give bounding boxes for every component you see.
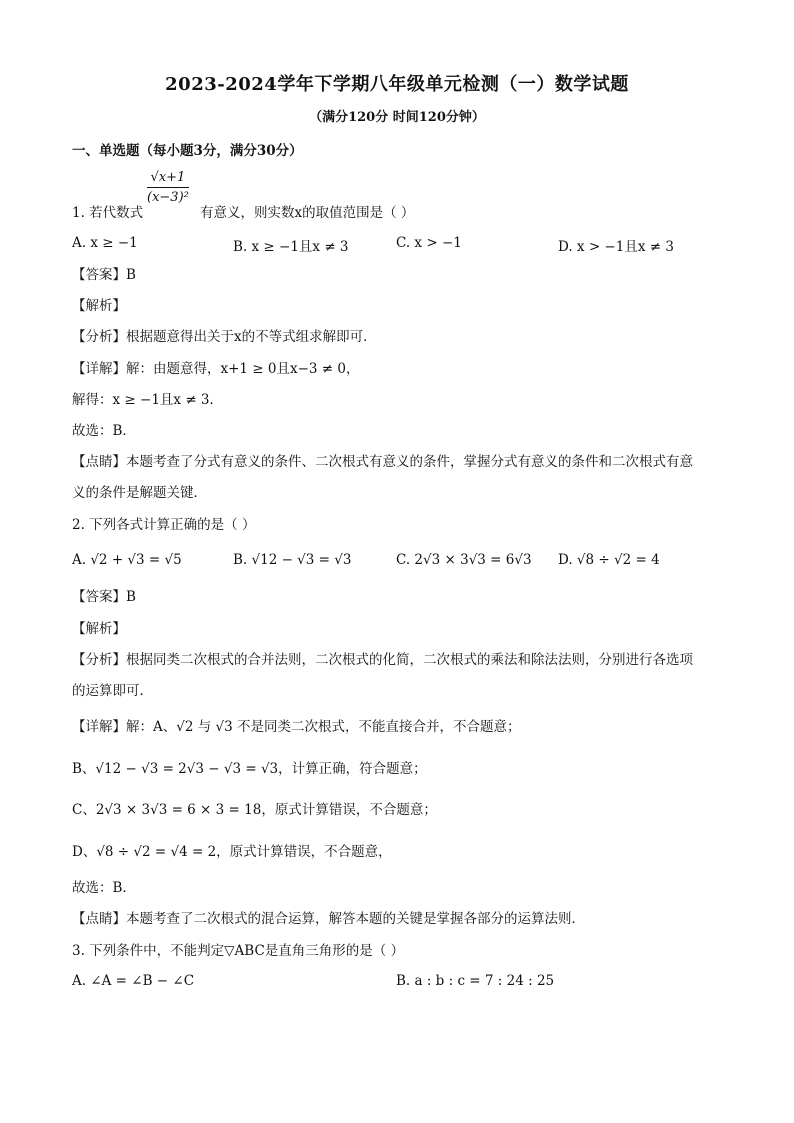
q1-answer: 【答案】B: [72, 267, 136, 283]
q1-dianjing-line2: 义的条件是解题关键．: [72, 485, 207, 501]
q2-stem: 2. 下列各式计算正确的是（ ）: [72, 517, 256, 533]
q1-fraction-numerator: √x+1: [147, 170, 189, 188]
q2-guxuan: 故选：B．: [72, 880, 136, 896]
q2-detail-b: B、√12 − √3 = 2√3 − √3 = √3，计算正确，符合题意；: [72, 761, 427, 777]
q1-option-b: B. x ≥ −1且x ≠ 3: [233, 239, 349, 255]
q1-dianjing-line1: 【点睛】本题考查了分式有意义的条件、二次根式有意义的条件，掌握分式有意义的条件和二次根式有意: [72, 454, 693, 470]
q2-answer: 【答案】B: [72, 589, 136, 605]
q3-stem: 3. 下列条件中，不能判定▽ABC是直角三角形的是（ ）: [72, 943, 405, 959]
q3-option-b: B. a : b : c = 7 : 24 : 25: [396, 973, 555, 989]
q1-analysis-label: 【解析】: [72, 298, 126, 314]
q2-xiangjie: 【详解】解：A、√2 与 √3 不是同类二次根式，不能直接合并，不合题意；: [72, 719, 521, 735]
q1-option-d: D. x > −1且x ≠ 3: [558, 239, 674, 255]
q2-fenxi-line2: 的运算即可．: [72, 683, 153, 699]
q2-option-d: D. √8 ÷ √2 = 4: [558, 552, 660, 568]
q1-stem: 有意义，则实数x的取值范围是（ ）: [200, 205, 415, 221]
q2-option-c: C. 2√3 × 3√3 = 6√3: [396, 552, 532, 568]
q3-option-a: A. ∠A = ∠B − ∠C: [72, 973, 195, 989]
q2-option-b: B. √12 − √3 = √3: [233, 552, 352, 568]
q1-guxuan: 故选：B．: [72, 423, 136, 439]
q2-detail-c: C、2√3 × 3√3 = 6 × 3 = 18，原式计算错误，不合题意；: [72, 802, 437, 818]
q1-jiede: 解得：x ≥ −1且x ≠ 3．: [72, 392, 224, 408]
q2-analysis-label: 【解析】: [72, 621, 126, 637]
q1-option-a: A. x ≥ −1: [72, 235, 138, 251]
q2-dianjing: 【点睛】本题考查了二次根式的混合运算，解答本题的关键是掌握各部分的运算法则．: [72, 911, 585, 927]
page-title: 2023-2024学年下学期八年级单元检测（一）数学试题: [165, 74, 629, 95]
section-heading: 一、单选题（每小题3分，满分30分）: [72, 143, 303, 159]
q2-option-a: A. √2 + √3 = √5: [72, 552, 182, 568]
page-subtitle: （满分120分 时间120分钟）: [309, 110, 485, 125]
q1-xiangjie: 【详解】解：由题意得，x+1 ≥ 0且x−3 ≠ 0，: [72, 361, 360, 377]
q1-option-c: C. x > −1: [396, 235, 462, 251]
q2-fenxi-line1: 【分析】根据同类二次根式的合并法则，二次根式的化简，二次根式的乘法和除法法则，分别进行各选项: [72, 652, 693, 668]
q1-fenxi: 【分析】根据题意得出关于x的不等式组求解即可．: [72, 329, 377, 345]
q1-stem-prefix: 1. 若代数式: [72, 205, 144, 221]
q1-fraction: [147, 170, 189, 205]
q1-fraction-denominator: (x−3)²: [147, 190, 189, 205]
q2-detail-d: D、√8 ÷ √2 = √4 = 2，原式计算错误，不合题意，: [72, 844, 392, 860]
